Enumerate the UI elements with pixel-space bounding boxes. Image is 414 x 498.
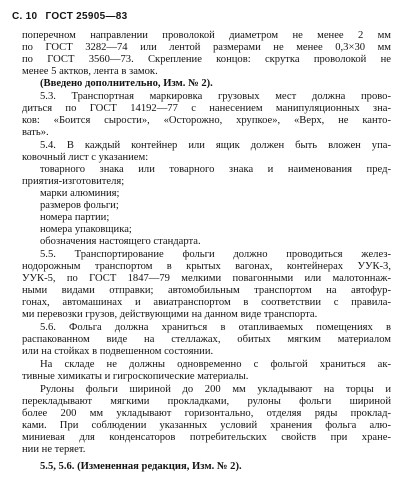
amendment-note: (Введено дополнительно, Изм. № 2).	[40, 78, 213, 89]
list-item: товарного знака или товарного знака и наименования пред-	[40, 164, 391, 175]
clause-5-6: 5.6. Фольга должна храниться в отапливаемых помещениях в	[40, 322, 391, 333]
body-line: миниевая для конденсаторов потребительских свойств при хране-	[22, 432, 391, 443]
body-line: распакованном виде на стеллажах, обитых мягким материалом	[22, 334, 391, 345]
body-line: нии не теряет.	[22, 444, 86, 455]
list-item: размеров фольги;	[40, 200, 119, 211]
body-line: по ГОСТ 3282—74 или лентой размерами не менее 0,3×30 мм	[22, 42, 391, 53]
body-line: нодорожным транспортом в крытых вагонах, контейнерах УУК-3,	[22, 261, 391, 272]
body-line: диться по ГОСТ 14192—77 с нанесением манипуляционных зна-	[22, 103, 391, 114]
body-line: ками. При соблюдении указанных условий хранения фольга алю-	[22, 420, 391, 431]
clause-5-3: 5.3. Транспортная маркировка грузовых мест должна прово-	[40, 91, 391, 102]
page-number: С. 10	[12, 11, 38, 22]
body-line: более 200 мм укладывают горизонтально, отделяя ряды проклад-	[22, 408, 391, 419]
body-line: ми перевозки грузов, действующими на данном виде транспорта.	[22, 309, 318, 320]
body-line: приятия-изготовителя;	[22, 176, 125, 187]
list-item: марки алюминия;	[40, 188, 120, 199]
body-line: перекладывают мягкими прокладками, рулоны фольги шириной	[22, 396, 391, 407]
body-line: или на стойках в подвешенном состоянии.	[22, 346, 214, 357]
body-line: гонах, автомашинах и авиатранспортом в соответствии с правила-	[22, 297, 391, 308]
clause-5-4: 5.4. В каждый контейнер или ящик должен быть вложен упа-	[40, 140, 391, 151]
page-header	[12, 11, 128, 22]
body-line: ковочный лист с указанием:	[22, 152, 149, 163]
body-line: вать».	[22, 127, 49, 138]
clause-5-5: 5.5. Транспортирование фольги должно проводиться желез-	[40, 249, 391, 260]
body-line: менее 5 актков, лента в замок.	[22, 66, 158, 77]
body-line: по ГОСТ 3560—73. Скрепление концов: скрутка проволокой не	[22, 54, 391, 65]
amendment-note: 5.5, 5.6. (Измененная редакция, Изм. № 2).	[40, 461, 242, 472]
body-line: тивные химикаты и гигроскопические материалы.	[22, 371, 249, 382]
paragraph: Рулоны фольги шириной до 200 мм укладывают на торцы и	[40, 384, 391, 395]
paragraph: На складе не должны одновременно с фольгой храниться ак-	[40, 359, 391, 370]
list-item: номера упаковщика;	[40, 224, 132, 235]
standard-number: ГОСТ 25905—83	[45, 11, 128, 22]
body-line: ков: «Боится сырости», «Осторожно, хрупкое», «Верх, не канто-	[22, 115, 391, 126]
body-line: ными видами отправки; автомобильным транспортом на автофур-	[22, 285, 391, 296]
list-item: номера партии;	[40, 212, 110, 223]
body-line: УУК-5, по ГОСТ 1847—79 мелкими повагонными или малотоннаж-	[22, 273, 391, 284]
body-line: поперечном направлении проволокой диаметром не менее 2 мм	[22, 30, 391, 41]
list-item: обозначения настоящего стандарта.	[40, 236, 201, 247]
